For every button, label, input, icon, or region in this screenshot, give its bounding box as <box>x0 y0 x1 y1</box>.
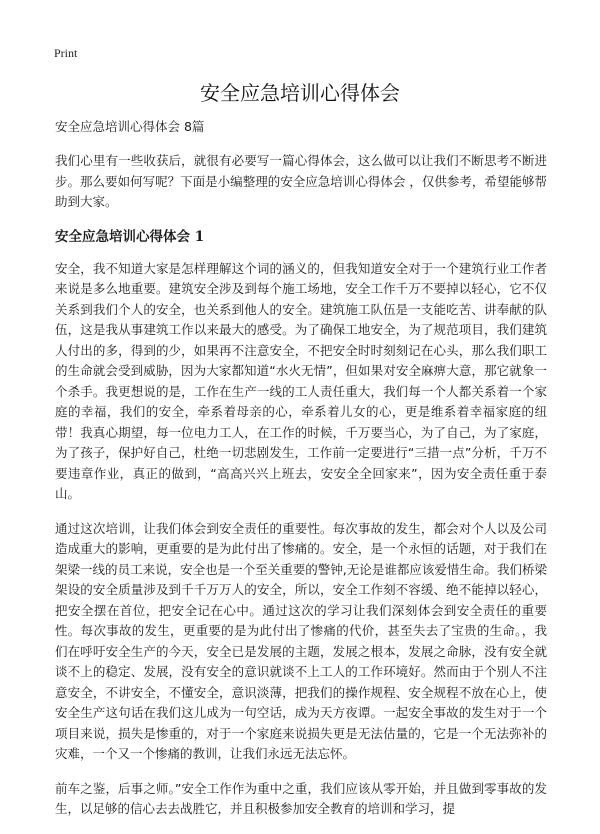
page-title: 安全应急培训心得体会 <box>200 81 400 105</box>
section-heading: 安全应急培训心得体会 1 <box>55 228 205 245</box>
body-paragraph-1: 安全，我不知道大家是怎样理解这个词的涵义的，但我知道安全对于一个建筑行业工作者来说是多么地重要。建筑安全涉及到每个施工场地，安全工作千万不要掉以轻心，它不仅关系到我们个人的安全，也关系到他人的安全。建筑施工队伍是一支能吃苦、讲奉献的队伍，这是我从事建筑工作以来最大的感受。为了确保工地安全，为了规范项目，我们建筑人付出的多，得到的少，如果再不注意安全，不把安全时时刻刻记在心头，那么我们职工的生命就会受到威胁，因为大家都知道“水火无情”，但如果对安全麻痹大意，那它就象一个杀手。我更想说的是，工作在生产一线的工人责任重大，我们每一个人都关系着一个家庭的幸福，我们的安全，牵系着母亲的心，牵系着儿女的心，更是维系着幸福家庭的纽带！我真心期望，每一位电力工人，在工作的时候，千万要当心，为了自己，为了家庭，为了孩子，保护好自己，杜绝一切悲剧发生，工作前一定要进行“三措一点”分析，千万不要违章作业，真正的做到，“高高兴兴上班去，安安全全回家来”，因为安全责任重于泰山。 <box>55 260 547 501</box>
article-body <box>55 117 547 834</box>
body-paragraph-3: 前车之鉴，后事之师。”安全工作作为重中之重，我们应该从零开始，并且做到零事故的发生，以足够的信心去去战胜它，并且积极参加安全教育的培训和学习，提 <box>55 780 547 816</box>
intro-paragraph: 我们心里有一些收获后，就很有必要写一篇心得体会，这么做可以让我们不断思考不断进步。那么要如何写呢？下面是小编整理的安全应急培训心得体会 ，仅供参考，希望能够帮助到大家。 <box>55 153 547 209</box>
body-paragraph-2: 通过这次培训，让我们体会到安全责任的重要性。每次事故的发生，都会对个人以及公司造成重大的影响，更重要的是为此付出了惨痛的。安全，是一个永恒的话题，对于我们在架梁一线的员工来说，安全也是一个至关重要的警钟,无论是谁都应该爱惜生命。我们桥梁架设的安全质量涉及到千千万万人的安全，所以，安全工作刻不容缓、绝不能掉以轻心，把安全摆在首位，把安全记在心中。通过这次的学习让我们深刻体会到安全责任的重要性。每次事故的发生，更重要的是为此付出了惨痛的代价，甚至失去了宝贵的生命。，我们在呼吁安全生产的今天，安全已是发展的主题，发展之根本，发展之命脉，没有安全就谈不上的稳定、发展，没有安全的意识就谈不上工人的工作环境好。然而由于个别人不注意安全，不讲安全，不懂安全，意识淡薄，把我们的操作规程、安全规程不放在心上，使安全生产这句话在我们这儿成为一句空话，成为天方夜谭。一起安全事故的发生对于一个项目来说，损失是惨重的，对于一个家庭来说损失更是无法估量的，它是一个无法弥补的灾难，一个又一个惨痛的教训，让我们永远无法忘怀。 <box>55 520 547 761</box>
print-link[interactable]: Print <box>54 46 78 60</box>
article-subtitle: 安全应急培训心得体会 8篇 <box>55 119 205 134</box>
